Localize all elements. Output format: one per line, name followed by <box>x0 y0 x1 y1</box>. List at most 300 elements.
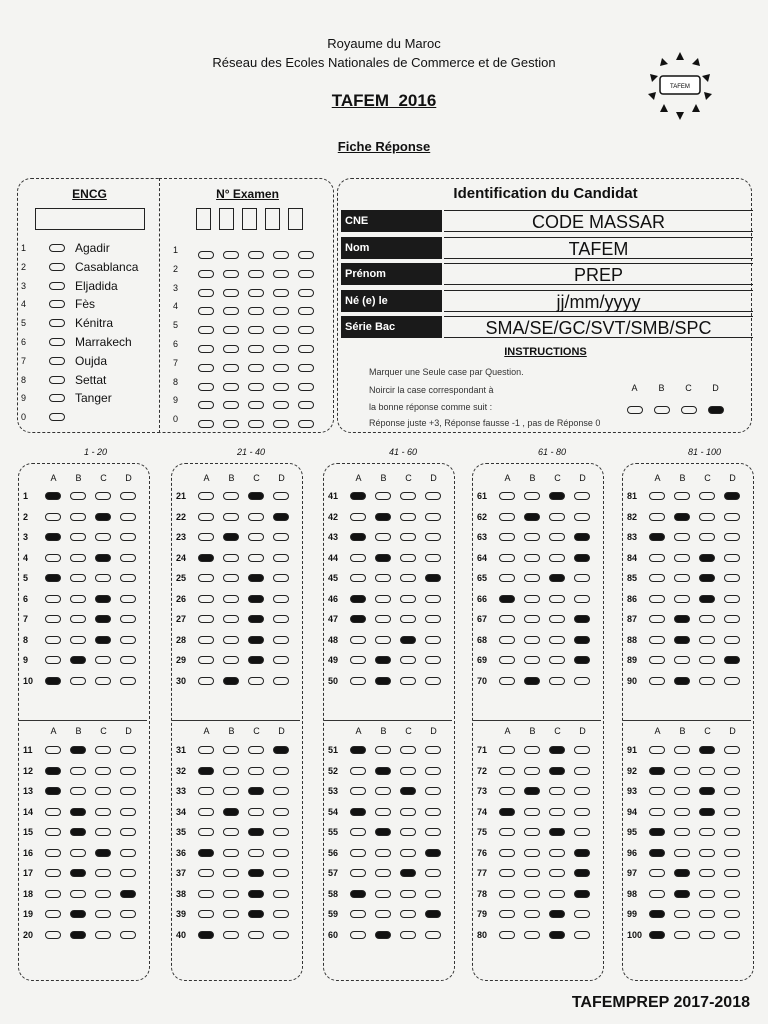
answer-bubble[interactable] <box>95 931 111 939</box>
exam-digit-bubble[interactable] <box>223 326 239 334</box>
answer-bubble[interactable] <box>45 787 61 795</box>
answer-bubble[interactable] <box>70 767 86 775</box>
answer-bubble[interactable] <box>198 492 214 500</box>
answer-bubble[interactable] <box>400 636 416 644</box>
exam-digit-bubble[interactable] <box>198 420 214 428</box>
answer-bubble[interactable] <box>198 513 214 521</box>
answer-bubble[interactable] <box>699 656 715 664</box>
answer-bubble[interactable] <box>95 513 111 521</box>
answer-bubble[interactable] <box>524 533 540 541</box>
answer-bubble[interactable] <box>273 636 289 644</box>
answer-bubble[interactable] <box>400 910 416 918</box>
answer-bubble[interactable] <box>198 677 214 685</box>
answer-bubble[interactable] <box>724 492 740 500</box>
answer-bubble[interactable] <box>70 656 86 664</box>
exam-digit-field[interactable] <box>219 208 234 230</box>
answer-bubble[interactable] <box>95 677 111 685</box>
exam-digit-field[interactable] <box>265 208 280 230</box>
encg-option-bubble[interactable] <box>49 263 65 271</box>
answer-bubble[interactable] <box>45 677 61 685</box>
answer-bubble[interactable] <box>400 849 416 857</box>
answer-bubble[interactable] <box>350 849 366 857</box>
answer-bubble[interactable] <box>223 808 239 816</box>
answer-bubble[interactable] <box>223 931 239 939</box>
answer-bubble[interactable] <box>95 574 111 582</box>
answer-bubble[interactable] <box>223 828 239 836</box>
exam-digit-bubble[interactable] <box>273 326 289 334</box>
answer-bubble[interactable] <box>375 849 391 857</box>
answer-bubble[interactable] <box>499 574 515 582</box>
answer-bubble[interactable] <box>425 492 441 500</box>
exam-digit-bubble[interactable] <box>298 401 314 409</box>
answer-bubble[interactable] <box>400 828 416 836</box>
answer-bubble[interactable] <box>425 869 441 877</box>
answer-bubble[interactable] <box>273 890 289 898</box>
answer-bubble[interactable] <box>70 910 86 918</box>
exam-digit-bubble[interactable] <box>298 270 314 278</box>
answer-bubble[interactable] <box>574 595 590 603</box>
answer-bubble[interactable] <box>70 869 86 877</box>
answer-bubble[interactable] <box>350 890 366 898</box>
exam-digit-bubble[interactable] <box>223 420 239 428</box>
answer-bubble[interactable] <box>574 746 590 754</box>
answer-bubble[interactable] <box>273 595 289 603</box>
answer-bubble[interactable] <box>574 656 590 664</box>
answer-bubble[interactable] <box>120 615 136 623</box>
answer-bubble[interactable] <box>699 787 715 795</box>
answer-bubble[interactable] <box>549 767 565 775</box>
encg-option[interactable] <box>18 334 158 352</box>
answer-bubble[interactable] <box>95 910 111 918</box>
answer-bubble[interactable] <box>499 910 515 918</box>
answer-bubble[interactable] <box>120 787 136 795</box>
answer-bubble[interactable] <box>95 554 111 562</box>
answer-bubble[interactable] <box>724 849 740 857</box>
answer-bubble[interactable] <box>549 746 565 754</box>
answer-bubble[interactable] <box>45 890 61 898</box>
answer-bubble[interactable] <box>120 849 136 857</box>
exam-digit-bubble[interactable] <box>248 289 264 297</box>
id-row-value[interactable]: PREP <box>444 263 753 285</box>
answer-bubble[interactable] <box>375 656 391 664</box>
answer-bubble[interactable] <box>699 808 715 816</box>
answer-bubble[interactable] <box>699 890 715 898</box>
answer-bubble[interactable] <box>425 808 441 816</box>
answer-bubble[interactable] <box>248 890 264 898</box>
answer-bubble[interactable] <box>95 492 111 500</box>
answer-bubble[interactable] <box>649 554 665 562</box>
answer-bubble[interactable] <box>375 910 391 918</box>
answer-bubble[interactable] <box>198 767 214 775</box>
answer-bubble[interactable] <box>574 636 590 644</box>
answer-bubble[interactable] <box>400 615 416 623</box>
exam-digit-bubble[interactable] <box>198 401 214 409</box>
answer-bubble[interactable] <box>400 595 416 603</box>
answer-bubble[interactable] <box>375 787 391 795</box>
answer-bubble[interactable] <box>699 849 715 857</box>
answer-bubble[interactable] <box>425 931 441 939</box>
encg-option[interactable] <box>18 372 158 390</box>
answer-bubble[interactable] <box>45 656 61 664</box>
exam-digit-bubble[interactable] <box>223 289 239 297</box>
exam-digit-bubble[interactable] <box>198 289 214 297</box>
answer-bubble[interactable] <box>45 746 61 754</box>
answer-bubble[interactable] <box>120 869 136 877</box>
answer-bubble[interactable] <box>499 746 515 754</box>
answer-bubble[interactable] <box>524 492 540 500</box>
answer-bubble[interactable] <box>248 828 264 836</box>
answer-bubble[interactable] <box>549 910 565 918</box>
encg-option-bubble[interactable] <box>49 413 65 421</box>
answer-bubble[interactable] <box>198 595 214 603</box>
answer-bubble[interactable] <box>649 849 665 857</box>
answer-bubble[interactable] <box>248 636 264 644</box>
answer-bubble[interactable] <box>350 636 366 644</box>
answer-bubble[interactable] <box>70 828 86 836</box>
answer-bubble[interactable] <box>95 656 111 664</box>
answer-bubble[interactable] <box>524 554 540 562</box>
answer-bubble[interactable] <box>549 513 565 521</box>
answer-bubble[interactable] <box>674 595 690 603</box>
answer-bubble[interactable] <box>699 533 715 541</box>
answer-bubble[interactable] <box>248 574 264 582</box>
answer-bubble[interactable] <box>524 746 540 754</box>
answer-bubble[interactable] <box>499 677 515 685</box>
answer-bubble[interactable] <box>724 656 740 664</box>
answer-bubble[interactable] <box>223 615 239 623</box>
encg-option-bubble[interactable] <box>49 394 65 402</box>
exam-digit-bubble[interactable] <box>198 270 214 278</box>
answer-bubble[interactable] <box>524 767 540 775</box>
answer-bubble[interactable] <box>223 910 239 918</box>
answer-bubble[interactable] <box>120 554 136 562</box>
answer-bubble[interactable] <box>45 574 61 582</box>
exam-digit-bubble[interactable] <box>223 307 239 315</box>
encg-option[interactable] <box>18 390 158 408</box>
answer-bubble[interactable] <box>273 533 289 541</box>
exam-digit-bubble[interactable] <box>198 326 214 334</box>
answer-bubble[interactable] <box>120 910 136 918</box>
answer-bubble[interactable] <box>350 492 366 500</box>
answer-bubble[interactable] <box>499 554 515 562</box>
answer-bubble[interactable] <box>549 808 565 816</box>
answer-bubble[interactable] <box>524 636 540 644</box>
answer-bubble[interactable] <box>70 554 86 562</box>
answer-bubble[interactable] <box>574 849 590 857</box>
answer-bubble[interactable] <box>95 615 111 623</box>
answer-bubble[interactable] <box>223 869 239 877</box>
exam-digit-bubble[interactable] <box>223 383 239 391</box>
answer-bubble[interactable] <box>198 910 214 918</box>
answer-bubble[interactable] <box>524 595 540 603</box>
answer-bubble[interactable] <box>699 574 715 582</box>
answer-bubble[interactable] <box>425 910 441 918</box>
answer-bubble[interactable] <box>198 849 214 857</box>
answer-bubble[interactable] <box>350 746 366 754</box>
answer-bubble[interactable] <box>400 767 416 775</box>
answer-bubble[interactable] <box>95 595 111 603</box>
answer-bubble[interactable] <box>248 513 264 521</box>
answer-bubble[interactable] <box>273 746 289 754</box>
answer-bubble[interactable] <box>425 636 441 644</box>
id-row-value[interactable]: CODE MASSAR <box>444 210 753 232</box>
exam-digit-bubble[interactable] <box>248 364 264 372</box>
encg-option-bubble[interactable] <box>49 282 65 290</box>
encg-code-field[interactable] <box>35 208 145 230</box>
answer-bubble[interactable] <box>223 787 239 795</box>
answer-bubble[interactable] <box>350 574 366 582</box>
answer-bubble[interactable] <box>724 554 740 562</box>
exam-digit-bubble[interactable] <box>223 345 239 353</box>
answer-bubble[interactable] <box>649 574 665 582</box>
answer-bubble[interactable] <box>674 787 690 795</box>
encg-option-bubble[interactable] <box>49 319 65 327</box>
answer-bubble[interactable] <box>724 513 740 521</box>
answer-bubble[interactable] <box>699 931 715 939</box>
exam-digit-bubble[interactable] <box>273 345 289 353</box>
answer-bubble[interactable] <box>45 554 61 562</box>
answer-bubble[interactable] <box>375 677 391 685</box>
answer-bubble[interactable] <box>524 869 540 877</box>
answer-bubble[interactable] <box>248 746 264 754</box>
answer-bubble[interactable] <box>499 849 515 857</box>
exam-digit-bubble[interactable] <box>298 307 314 315</box>
answer-bubble[interactable] <box>649 787 665 795</box>
answer-bubble[interactable] <box>375 828 391 836</box>
answer-bubble[interactable] <box>248 849 264 857</box>
answer-bubble[interactable] <box>95 890 111 898</box>
answer-bubble[interactable] <box>674 554 690 562</box>
answer-bubble[interactable] <box>674 849 690 857</box>
answer-bubble[interactable] <box>350 677 366 685</box>
answer-bubble[interactable] <box>549 615 565 623</box>
answer-bubble[interactable] <box>95 636 111 644</box>
encg-option-bubble[interactable] <box>49 244 65 252</box>
encg-option-bubble[interactable] <box>49 300 65 308</box>
answer-bubble[interactable] <box>273 910 289 918</box>
answer-bubble[interactable] <box>400 574 416 582</box>
exam-digit-bubble[interactable] <box>298 420 314 428</box>
answer-bubble[interactable] <box>120 746 136 754</box>
answer-bubble[interactable] <box>549 828 565 836</box>
answer-bubble[interactable] <box>223 677 239 685</box>
answer-bubble[interactable] <box>499 595 515 603</box>
answer-bubble[interactable] <box>70 636 86 644</box>
answer-bubble[interactable] <box>499 636 515 644</box>
answer-bubble[interactable] <box>549 595 565 603</box>
answer-bubble[interactable] <box>574 767 590 775</box>
answer-bubble[interactable] <box>574 828 590 836</box>
answer-bubble[interactable] <box>350 828 366 836</box>
answer-bubble[interactable] <box>524 656 540 664</box>
answer-bubble[interactable] <box>425 677 441 685</box>
answer-bubble[interactable] <box>649 677 665 685</box>
answer-bubble[interactable] <box>425 615 441 623</box>
answer-bubble[interactable] <box>649 890 665 898</box>
answer-bubble[interactable] <box>574 808 590 816</box>
answer-bubble[interactable] <box>699 615 715 623</box>
answer-bubble[interactable] <box>649 808 665 816</box>
answer-bubble[interactable] <box>273 828 289 836</box>
exam-digit-field[interactable] <box>196 208 211 230</box>
answer-bubble[interactable] <box>400 746 416 754</box>
answer-bubble[interactable] <box>524 849 540 857</box>
answer-bubble[interactable] <box>70 574 86 582</box>
answer-bubble[interactable] <box>375 533 391 541</box>
answer-bubble[interactable] <box>198 890 214 898</box>
answer-bubble[interactable] <box>649 636 665 644</box>
answer-bubble[interactable] <box>549 636 565 644</box>
answer-bubble[interactable] <box>198 808 214 816</box>
exam-digit-field[interactable] <box>242 208 257 230</box>
answer-bubble[interactable] <box>248 869 264 877</box>
exam-digit-bubble[interactable] <box>248 401 264 409</box>
answer-bubble[interactable] <box>350 533 366 541</box>
answer-bubble[interactable] <box>400 787 416 795</box>
answer-bubble[interactable] <box>198 931 214 939</box>
exam-digit-bubble[interactable] <box>248 420 264 428</box>
answer-bubble[interactable] <box>248 910 264 918</box>
answer-bubble[interactable] <box>70 533 86 541</box>
answer-bubble[interactable] <box>674 677 690 685</box>
answer-bubble[interactable] <box>574 869 590 877</box>
encg-option[interactable] <box>18 259 158 277</box>
answer-bubble[interactable] <box>724 869 740 877</box>
answer-bubble[interactable] <box>699 677 715 685</box>
exam-digit-bubble[interactable] <box>273 420 289 428</box>
answer-bubble[interactable] <box>198 533 214 541</box>
answer-bubble[interactable] <box>524 677 540 685</box>
answer-bubble[interactable] <box>120 574 136 582</box>
answer-bubble[interactable] <box>499 615 515 623</box>
answer-bubble[interactable] <box>45 513 61 521</box>
id-row-value[interactable]: TAFEM <box>444 237 753 259</box>
answer-bubble[interactable] <box>223 746 239 754</box>
answer-bubble[interactable] <box>273 574 289 582</box>
answer-bubble[interactable] <box>674 533 690 541</box>
answer-bubble[interactable] <box>45 492 61 500</box>
answer-bubble[interactable] <box>400 890 416 898</box>
answer-bubble[interactable] <box>248 533 264 541</box>
answer-bubble[interactable] <box>674 828 690 836</box>
answer-bubble[interactable] <box>674 492 690 500</box>
answer-bubble[interactable] <box>649 746 665 754</box>
answer-bubble[interactable] <box>375 931 391 939</box>
answer-bubble[interactable] <box>95 533 111 541</box>
exam-digit-bubble[interactable] <box>273 270 289 278</box>
answer-bubble[interactable] <box>350 615 366 623</box>
answer-bubble[interactable] <box>524 931 540 939</box>
answer-bubble[interactable] <box>248 787 264 795</box>
answer-bubble[interactable] <box>674 890 690 898</box>
answer-bubble[interactable] <box>649 595 665 603</box>
answer-bubble[interactable] <box>248 492 264 500</box>
exam-digit-bubble[interactable] <box>298 251 314 259</box>
answer-bubble[interactable] <box>198 615 214 623</box>
answer-bubble[interactable] <box>350 513 366 521</box>
answer-bubble[interactable] <box>524 513 540 521</box>
answer-bubble[interactable] <box>120 492 136 500</box>
id-row-value[interactable]: SMA/SE/GC/SVT/SMB/SPC <box>444 316 753 338</box>
answer-bubble[interactable] <box>248 656 264 664</box>
answer-bubble[interactable] <box>499 656 515 664</box>
answer-bubble[interactable] <box>223 767 239 775</box>
answer-bubble[interactable] <box>724 533 740 541</box>
answer-bubble[interactable] <box>70 787 86 795</box>
answer-bubble[interactable] <box>223 513 239 521</box>
answer-bubble[interactable] <box>425 787 441 795</box>
answer-bubble[interactable] <box>649 767 665 775</box>
answer-bubble[interactable] <box>400 533 416 541</box>
answer-bubble[interactable] <box>499 828 515 836</box>
answer-bubble[interactable] <box>45 533 61 541</box>
answer-bubble[interactable] <box>574 931 590 939</box>
answer-bubble[interactable] <box>674 869 690 877</box>
exam-digit-bubble[interactable] <box>273 364 289 372</box>
answer-bubble[interactable] <box>724 808 740 816</box>
answer-bubble[interactable] <box>400 677 416 685</box>
answer-bubble[interactable] <box>95 767 111 775</box>
encg-option[interactable] <box>18 353 158 371</box>
answer-bubble[interactable] <box>45 849 61 857</box>
answer-bubble[interactable] <box>70 890 86 898</box>
answer-bubble[interactable] <box>549 574 565 582</box>
answer-bubble[interactable] <box>649 828 665 836</box>
exam-digit-bubble[interactable] <box>198 251 214 259</box>
encg-option-bubble[interactable] <box>49 338 65 346</box>
answer-bubble[interactable] <box>400 656 416 664</box>
answer-bubble[interactable] <box>70 849 86 857</box>
answer-bubble[interactable] <box>375 574 391 582</box>
exam-digit-bubble[interactable] <box>198 345 214 353</box>
answer-bubble[interactable] <box>70 808 86 816</box>
answer-bubble[interactable] <box>724 636 740 644</box>
answer-bubble[interactable] <box>248 808 264 816</box>
answer-bubble[interactable] <box>273 677 289 685</box>
answer-bubble[interactable] <box>674 931 690 939</box>
answer-bubble[interactable] <box>400 931 416 939</box>
answer-bubble[interactable] <box>198 746 214 754</box>
answer-bubble[interactable] <box>400 808 416 816</box>
answer-bubble[interactable] <box>524 890 540 898</box>
answer-bubble[interactable] <box>649 656 665 664</box>
answer-bubble[interactable] <box>375 595 391 603</box>
exam-digit-bubble[interactable] <box>273 251 289 259</box>
answer-bubble[interactable] <box>248 595 264 603</box>
answer-bubble[interactable] <box>674 513 690 521</box>
answer-bubble[interactable] <box>350 910 366 918</box>
exam-digit-bubble[interactable] <box>248 345 264 353</box>
answer-bubble[interactable] <box>425 533 441 541</box>
answer-bubble[interactable] <box>350 595 366 603</box>
answer-bubble[interactable] <box>70 615 86 623</box>
answer-bubble[interactable] <box>549 656 565 664</box>
answer-bubble[interactable] <box>95 828 111 836</box>
answer-bubble[interactable] <box>549 849 565 857</box>
exam-digit-bubble[interactable] <box>298 289 314 297</box>
exam-digit-bubble[interactable] <box>248 307 264 315</box>
answer-bubble[interactable] <box>549 931 565 939</box>
answer-bubble[interactable] <box>375 554 391 562</box>
encg-option[interactable] <box>18 409 158 427</box>
answer-bubble[interactable] <box>198 869 214 877</box>
answer-bubble[interactable] <box>574 615 590 623</box>
answer-bubble[interactable] <box>425 595 441 603</box>
answer-bubble[interactable] <box>273 767 289 775</box>
answer-bubble[interactable] <box>524 910 540 918</box>
answer-bubble[interactable] <box>674 574 690 582</box>
answer-bubble[interactable] <box>649 492 665 500</box>
